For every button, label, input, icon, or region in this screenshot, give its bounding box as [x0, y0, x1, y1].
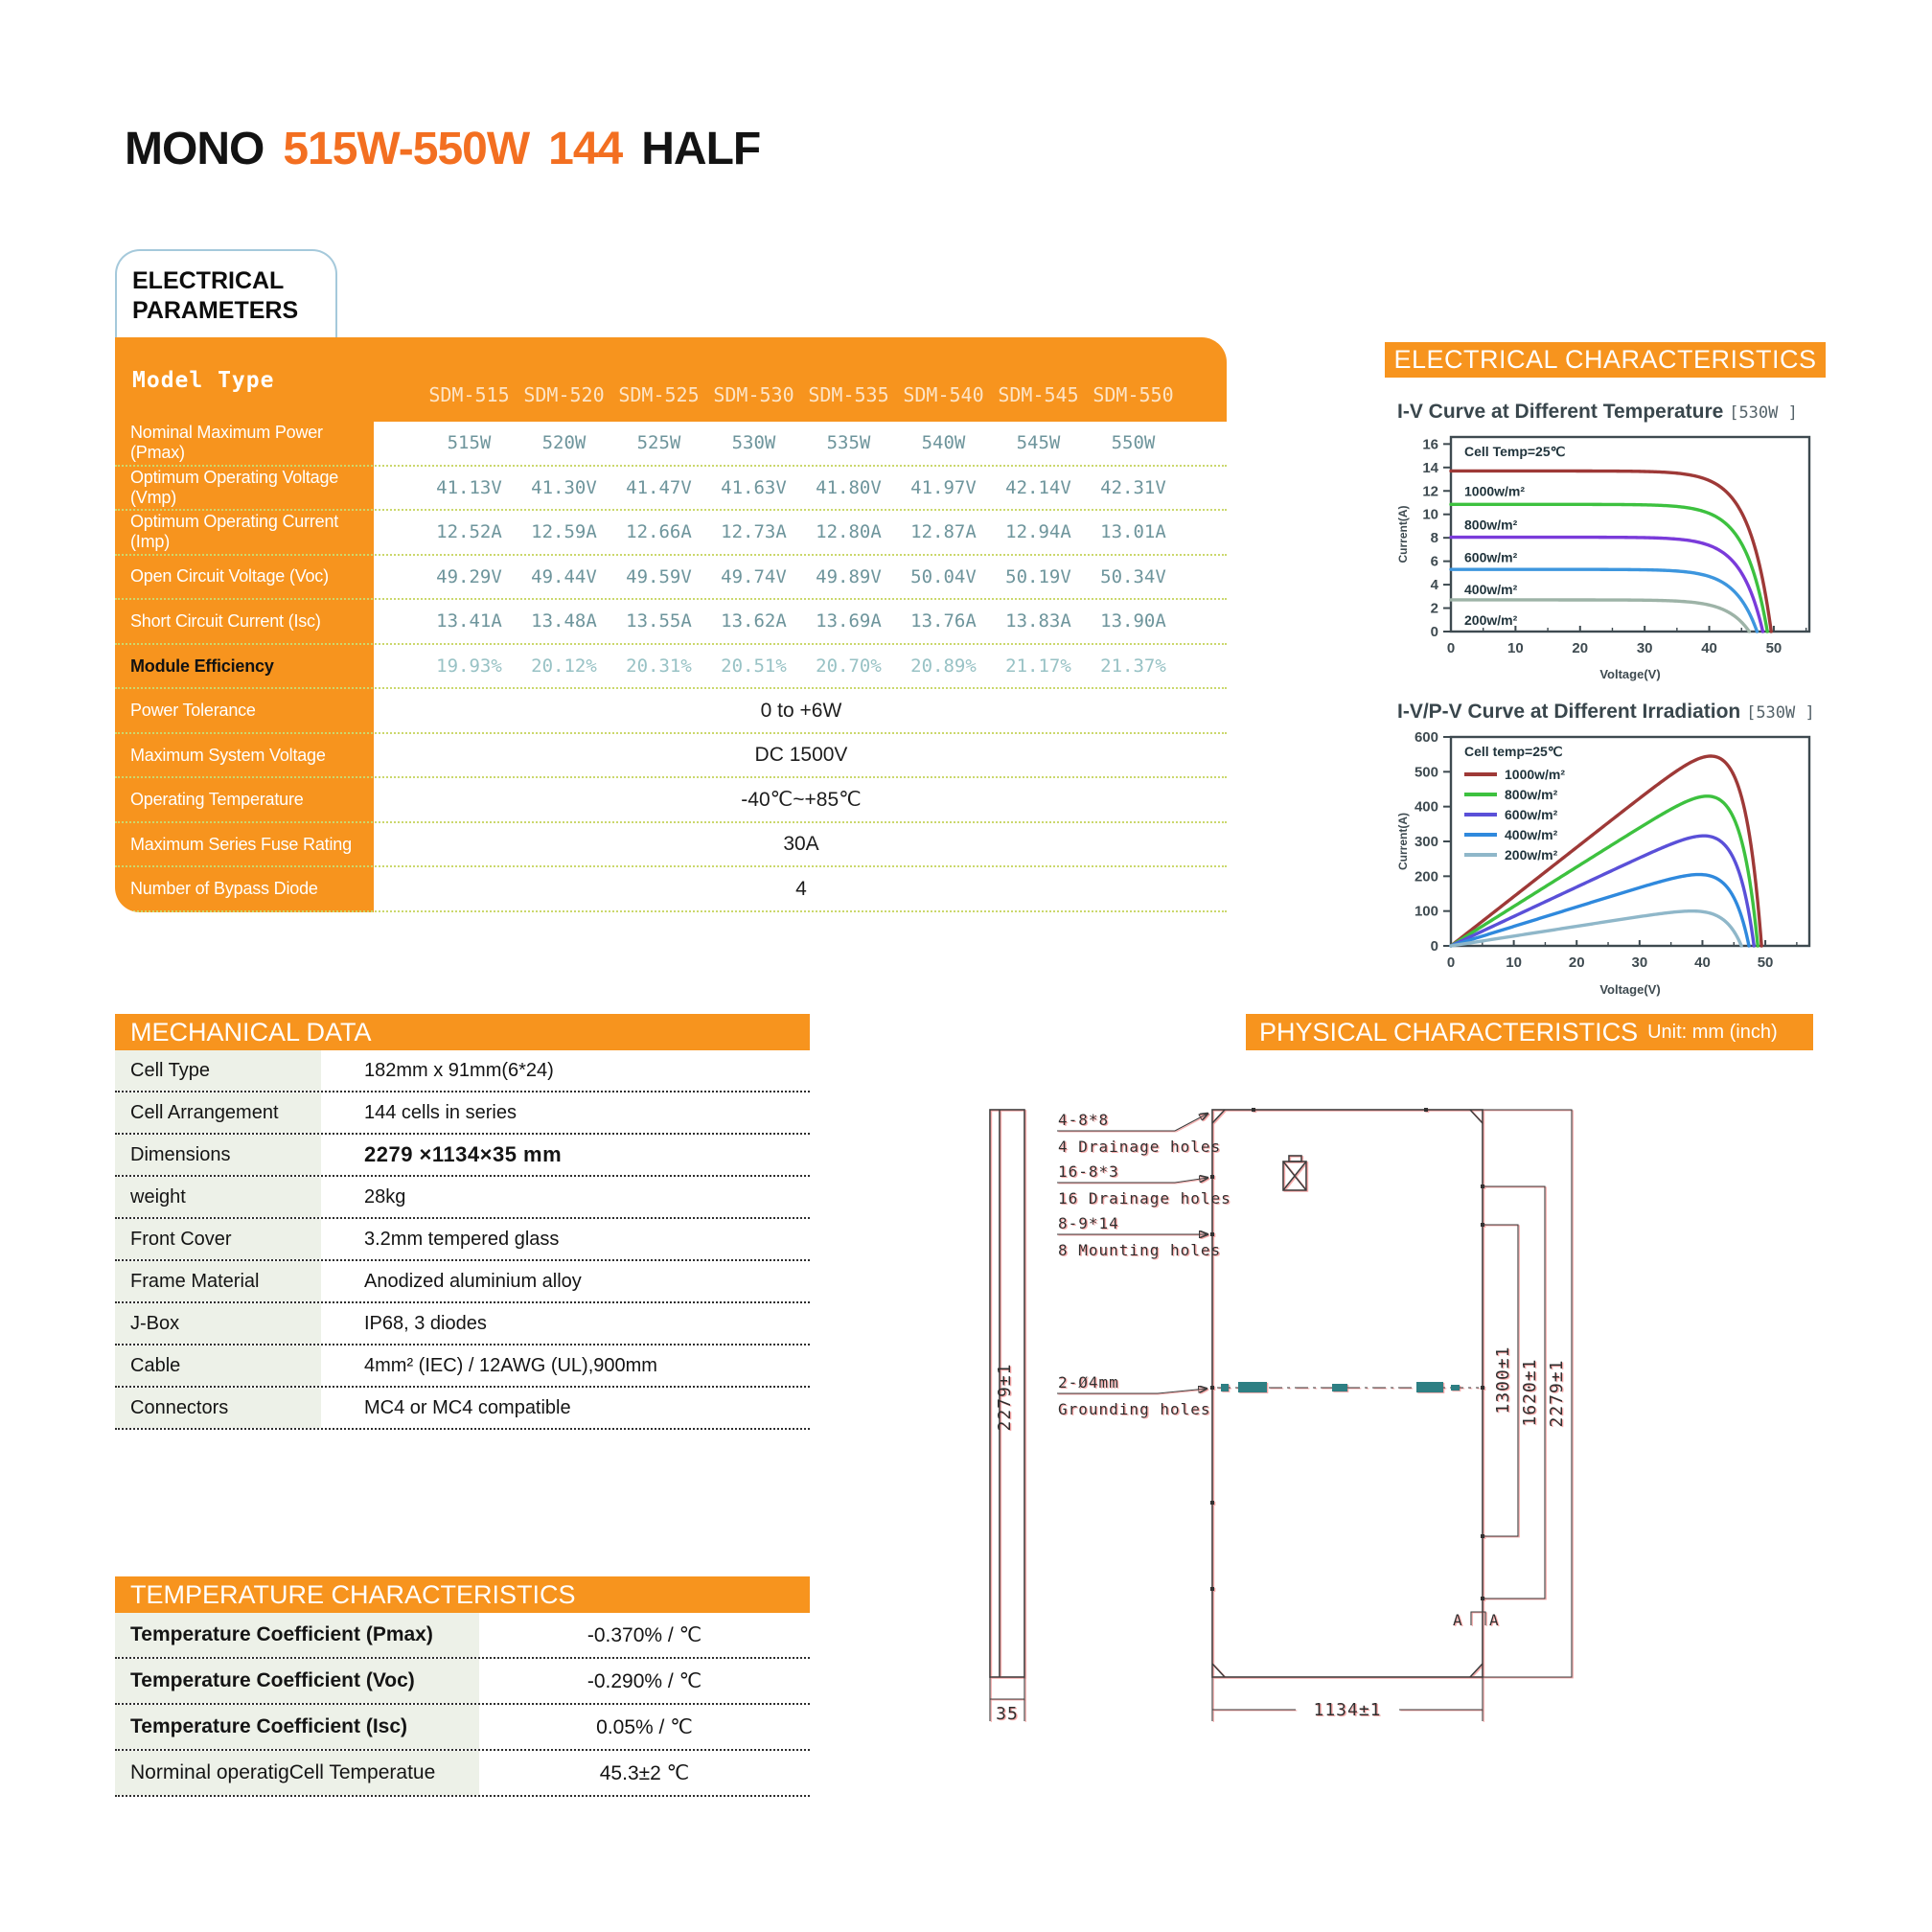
- mechanical-row-value: 2279 ×1134×35 mm: [364, 1142, 563, 1166]
- mechanical-row: [115, 1177, 810, 1219]
- spec-row-label: Open Circuit Voltage (Voc): [130, 566, 329, 586]
- svg-text:200w/m²: 200w/m²: [1464, 611, 1518, 628]
- spec-cell: 13.41A: [436, 610, 502, 632]
- svg-text:40: 40: [1694, 954, 1711, 971]
- dim-1300-label: 1300±1: [1493, 1346, 1513, 1414]
- spec-row-shared-value: DC 1500V: [754, 744, 848, 767]
- mechanical-row: [115, 1261, 810, 1303]
- junction-box: [1283, 1156, 1306, 1190]
- svg-text:Cell temp=25℃: Cell temp=25℃: [1464, 744, 1563, 759]
- spec-cell: 41.47V: [626, 476, 692, 498]
- physical-characteristics-unit: Unit: mm (inch): [1647, 1021, 1778, 1043]
- spec-cell: 13.01A: [1100, 521, 1166, 543]
- mechanical-row-label: Cell Type: [115, 1050, 321, 1091]
- mounting-holes-dim: 8-9*14: [1058, 1214, 1119, 1232]
- temperature-row: [115, 1705, 810, 1751]
- spec-cell: 49.89V: [816, 565, 882, 587]
- svg-text:0: 0: [1430, 624, 1438, 640]
- tab-line-1: ELECTRICAL: [132, 267, 285, 294]
- spec-row-label: Optimum Operating Voltage (Vmp): [130, 467, 339, 507]
- svg-text:Current(A): Current(A): [1396, 813, 1410, 870]
- spec-row-shared-value: -40℃~+85℃: [741, 789, 862, 812]
- svg-text:10: 10: [1422, 506, 1438, 523]
- spec-row: [115, 511, 1227, 556]
- mechanical-row-label: Front Cover: [115, 1219, 321, 1259]
- model-column-header: SDM-520: [523, 383, 605, 406]
- model-column-header: SDM-525: [618, 383, 700, 406]
- height-dimension-label: 2279±1: [995, 1363, 1015, 1432]
- spec-row-label: Nominal Maximum Power (Pmax): [130, 423, 323, 463]
- svg-text:14: 14: [1422, 459, 1438, 476]
- spec-cell: 20.89%: [910, 656, 977, 677]
- spec-cell: 13.62A: [721, 610, 787, 632]
- mechanical-data-table: [115, 1050, 810, 1430]
- svg-text:200: 200: [1414, 868, 1438, 886]
- svg-text:Cell Temp=25℃: Cell Temp=25℃: [1464, 444, 1566, 459]
- model-type-header: Model Type: [132, 368, 275, 393]
- temperature-characteristics-header: TEMPERATURE CHARACTERISTICS: [115, 1576, 810, 1613]
- iv-curve-chart: [1392, 426, 1832, 686]
- spec-cell: 21.37%: [1100, 656, 1166, 677]
- section-aa-marker: [1453, 1611, 1500, 1629]
- spec-row-label: Number of Bypass Diode: [130, 879, 318, 899]
- bottom-width-dimension: [1212, 1677, 1483, 1721]
- spec-cell: 530W: [731, 432, 776, 454]
- spec-cell: 12.94A: [1005, 521, 1071, 543]
- spec-row: [115, 823, 1227, 868]
- temperature-row-value: 45.3±2 ℃: [599, 1761, 690, 1784]
- spec-cell: 42.31V: [1100, 476, 1166, 498]
- spec-cell: 20.12%: [531, 656, 597, 677]
- spec-cell: 20.51%: [721, 656, 787, 677]
- svg-text:16: 16: [1422, 436, 1438, 453]
- spec-cell: 41.30V: [531, 476, 597, 498]
- mechanical-row-label: Connectors: [115, 1388, 321, 1428]
- temperature-row: [115, 1751, 810, 1797]
- mechanical-row-value: IP68, 3 diodes: [364, 1312, 487, 1334]
- spec-cell: 20.70%: [816, 656, 882, 677]
- iv-curve-section: [1392, 401, 1832, 691]
- mechanical-row-label: Dimensions: [115, 1135, 321, 1175]
- spec-cell: 535W: [826, 432, 871, 454]
- svg-text:1000w/m²: 1000w/m²: [1505, 767, 1566, 782]
- temperature-row-value: 0.05% / ℃: [596, 1715, 693, 1738]
- spec-row: [115, 778, 1227, 823]
- mechanical-row-label: Cell Arrangement: [115, 1092, 321, 1133]
- side-profile-view: [990, 1110, 1024, 1724]
- iv-chart-title-text: I-V Curve at Different Temperature: [1397, 401, 1724, 423]
- title-cells: 144: [548, 124, 623, 174]
- spec-row-values: [422, 477, 1181, 498]
- temperature-row-value: -0.370% / ℃: [586, 1623, 702, 1646]
- mechanical-row-value: MC4 or MC4 compatible: [364, 1396, 571, 1418]
- temperature-row: [115, 1659, 810, 1705]
- svg-text:200w/m²: 200w/m²: [1505, 847, 1558, 862]
- temperature-row-label: Temperature Coefficient (Isc): [115, 1705, 479, 1749]
- pv-chart-title-suffix: [530W ]: [1746, 703, 1815, 723]
- svg-text:600w/m²: 600w/m²: [1505, 807, 1558, 822]
- panel-technical-drawing: [966, 1081, 1627, 1752]
- mechanical-row-label: Frame Material: [115, 1261, 321, 1301]
- mechanical-row-value: Anodized aluminium alloy: [364, 1270, 582, 1292]
- svg-text:10: 10: [1506, 954, 1522, 971]
- mechanical-row: [115, 1346, 810, 1388]
- svg-text:800w/m²: 800w/m²: [1505, 787, 1558, 802]
- thickness-dimension-label: 35: [996, 1704, 1019, 1724]
- spec-row: [115, 422, 1227, 467]
- spec-row: [115, 467, 1227, 512]
- electrical-parameters-tab: [115, 249, 337, 337]
- svg-text:400w/m²: 400w/m²: [1505, 827, 1558, 842]
- spec-row-shared-value: 0 to +6W: [760, 699, 842, 722]
- svg-text:8: 8: [1430, 530, 1438, 547]
- iv-chart-title: [1392, 401, 1832, 424]
- svg-text:0: 0: [1430, 938, 1438, 954]
- spec-row: [115, 645, 1227, 690]
- spec-cell: 12.87A: [910, 521, 977, 543]
- title-mono: MONO: [125, 124, 264, 174]
- spec-cell: 12.59A: [531, 521, 597, 543]
- mechanical-row: [115, 1219, 810, 1261]
- dim-2279-label: 2279±1: [1547, 1359, 1567, 1428]
- temperature-characteristics-table: [115, 1613, 810, 1797]
- mechanical-row: [115, 1388, 810, 1430]
- drawing-callouts: [1057, 1111, 1231, 1418]
- spec-cell: 50.04V: [910, 565, 977, 587]
- svg-text:Voltage(V): Voltage(V): [1599, 982, 1661, 997]
- mechanical-data-header: MECHANICAL DATA: [115, 1014, 810, 1050]
- mechanical-row: [115, 1092, 810, 1135]
- svg-text:Current(A): Current(A): [1396, 505, 1410, 564]
- iv-chart-title-suffix: [530W ]: [1729, 403, 1798, 423]
- svg-text:50: 50: [1765, 640, 1782, 656]
- svg-text:20: 20: [1568, 954, 1585, 971]
- temperature-row-label: Temperature Coefficient (Voc): [115, 1659, 479, 1703]
- model-columns-header-row: [422, 337, 1181, 422]
- temperature-row-label: Norminal operatigCell Temperatue: [115, 1751, 479, 1795]
- svg-text:0: 0: [1446, 640, 1456, 656]
- spec-cell: 13.83A: [1005, 610, 1071, 632]
- pv-chart-title: [1392, 701, 1832, 724]
- spec-row: [115, 734, 1227, 779]
- mechanical-row: [115, 1303, 810, 1346]
- svg-text:0: 0: [1446, 954, 1456, 971]
- spec-rows: [115, 422, 1227, 912]
- model-column-header: SDM-515: [428, 383, 510, 406]
- title-half: HALF: [641, 124, 761, 174]
- rear-view-panel: [1210, 1108, 1484, 1677]
- mechanical-row: [115, 1050, 810, 1092]
- dim-1620-label: 1620±1: [1520, 1358, 1540, 1427]
- model-column-header: SDM-550: [1092, 383, 1174, 406]
- svg-text:30: 30: [1636, 640, 1653, 656]
- spec-cell: 13.48A: [531, 610, 597, 632]
- drainage-holes-4-dim: 4-8*8: [1058, 1111, 1110, 1129]
- physical-characteristics-header: [1246, 1014, 1813, 1050]
- spec-cell: 525W: [636, 432, 681, 454]
- spec-row-values: [422, 656, 1181, 677]
- mechanical-row-value: 3.2mm tempered glass: [364, 1228, 560, 1250]
- spec-row-values: [422, 521, 1181, 542]
- spec-row-label: Maximum System Voltage: [130, 745, 326, 765]
- spec-row: [115, 689, 1227, 734]
- svg-text:1000w/m²: 1000w/m²: [1464, 483, 1526, 499]
- spec-cell: 13.55A: [626, 610, 692, 632]
- section-a-left: A: [1453, 1611, 1463, 1629]
- spec-cell: 49.59V: [626, 565, 692, 587]
- spec-row-label: Module Efficiency: [130, 656, 274, 676]
- spec-row-label: Operating Temperature: [130, 790, 304, 810]
- spec-row: [115, 600, 1227, 645]
- section-a-right: A: [1489, 1611, 1500, 1629]
- spec-cell: 12.66A: [626, 521, 692, 543]
- svg-text:600w/m²: 600w/m²: [1464, 549, 1518, 565]
- spec-cell: 49.29V: [436, 565, 502, 587]
- spec-row: [115, 867, 1227, 912]
- spec-row-shared-value: 30A: [783, 833, 819, 856]
- temperature-row: [115, 1613, 810, 1659]
- spec-row-values: [422, 566, 1181, 587]
- mechanical-row-value: 182mm x 91mm(6*24): [364, 1059, 554, 1081]
- model-column-header: SDM-535: [808, 383, 889, 406]
- mechanical-row-label: weight: [115, 1177, 321, 1217]
- spec-cell: 12.52A: [436, 521, 502, 543]
- spec-cell: 50.34V: [1100, 565, 1166, 587]
- svg-text:12: 12: [1422, 483, 1438, 500]
- grounding-holes-dim: 2-Ø4mm: [1058, 1373, 1119, 1392]
- drainage-holes-16-label: 16 Drainage holes: [1058, 1189, 1231, 1208]
- spec-cell: 49.44V: [531, 565, 597, 587]
- spec-cell: 515W: [447, 432, 492, 454]
- spec-cell: 41.80V: [816, 476, 882, 498]
- spec-row-values: [422, 610, 1181, 632]
- pv-chart-title-text: I-V/P-V Curve at Different Irradiation: [1397, 701, 1741, 723]
- width-dimension-label: 1134±1: [1313, 1700, 1382, 1720]
- svg-text:50: 50: [1757, 954, 1774, 971]
- spec-row-values: [422, 432, 1181, 453]
- spec-cell: 13.90A: [1100, 610, 1166, 632]
- spec-row-shared-value: 4: [795, 877, 807, 900]
- spec-row-label: Short Circuit Current (Isc): [130, 610, 321, 631]
- svg-text:10: 10: [1507, 640, 1524, 656]
- electrical-characteristics-header: ELECTRICAL CHARACTERISTICS: [1385, 342, 1826, 378]
- svg-text:4: 4: [1430, 577, 1438, 594]
- page-title: [125, 123, 779, 175]
- svg-text:400: 400: [1414, 798, 1438, 816]
- svg-text:800w/m²: 800w/m²: [1464, 517, 1518, 533]
- svg-text:30: 30: [1631, 954, 1648, 971]
- mounting-holes-label: 8 Mounting holes: [1058, 1241, 1222, 1259]
- spec-cell: 545W: [1016, 432, 1061, 454]
- spec-cell: 12.80A: [816, 521, 882, 543]
- spec-cell: 41.13V: [436, 476, 502, 498]
- spec-cell: 41.97V: [910, 476, 977, 498]
- model-column-header: SDM-530: [713, 383, 794, 406]
- svg-text:400w/m²: 400w/m²: [1464, 582, 1518, 598]
- spec-cell: 50.19V: [1005, 565, 1071, 587]
- pv-curve-chart: [1392, 725, 1832, 1001]
- spec-row: [115, 556, 1227, 601]
- spec-cell: 19.93%: [436, 656, 502, 677]
- mechanical-row-value: 28kg: [364, 1185, 406, 1208]
- physical-characteristics-title: PHYSICAL CHARACTERISTICS: [1259, 1017, 1639, 1046]
- model-column-header: SDM-540: [903, 383, 984, 406]
- temperature-row-value: -0.290% / ℃: [586, 1669, 702, 1692]
- spec-row-label: Optimum Operating Current (Imp): [130, 512, 339, 552]
- spec-cell: 41.63V: [721, 476, 787, 498]
- spec-row-label: Maximum Series Fuse Rating: [130, 834, 352, 854]
- pv-curve-section: [1392, 701, 1832, 1006]
- mechanical-row-label: J-Box: [115, 1303, 321, 1344]
- tab-line-2: PARAMETERS: [132, 296, 299, 324]
- svg-text:40: 40: [1701, 640, 1717, 656]
- drainage-holes-16-dim: 16-8*3: [1058, 1162, 1119, 1181]
- svg-text:6: 6: [1430, 553, 1438, 570]
- svg-text:100: 100: [1414, 903, 1438, 920]
- grounding-holes-label: Grounding holes: [1058, 1400, 1211, 1418]
- svg-text:600: 600: [1414, 729, 1438, 746]
- model-column-header: SDM-545: [998, 383, 1079, 406]
- svg-text:300: 300: [1414, 834, 1438, 850]
- svg-text:500: 500: [1414, 764, 1438, 781]
- svg-text:Voltage(V): Voltage(V): [1599, 667, 1661, 681]
- title-range: 515W-550W: [283, 124, 530, 174]
- mechanical-row-label: Cable: [115, 1346, 321, 1386]
- spec-cell: 13.69A: [816, 610, 882, 632]
- spec-cell: 540W: [921, 432, 966, 454]
- spec-cell: 49.74V: [721, 565, 787, 587]
- spec-cell: 520W: [541, 432, 586, 454]
- spec-row-label: Power Tolerance: [130, 701, 256, 721]
- drainage-holes-4-label: 4 Drainage holes: [1058, 1138, 1222, 1156]
- mechanical-row: [115, 1135, 810, 1177]
- electrical-parameters-table: [115, 337, 1227, 912]
- spec-cell: 550W: [1111, 432, 1156, 454]
- mechanical-row-value: 4mm² (IEC) / 12AWG (UL),900mm: [364, 1354, 657, 1376]
- temperature-row-label: Temperature Coefficient (Pmax): [115, 1613, 479, 1657]
- spec-cell: 20.31%: [626, 656, 692, 677]
- right-dimension-brackets: [1483, 1110, 1572, 1677]
- spec-cell: 12.73A: [721, 521, 787, 543]
- spec-cell: 21.17%: [1005, 656, 1071, 677]
- svg-text:2: 2: [1430, 600, 1438, 617]
- svg-text:20: 20: [1572, 640, 1589, 656]
- spec-cell: 42.14V: [1005, 476, 1071, 498]
- spec-cell: 13.76A: [910, 610, 977, 632]
- mechanical-row-value: 144 cells in series: [364, 1101, 517, 1123]
